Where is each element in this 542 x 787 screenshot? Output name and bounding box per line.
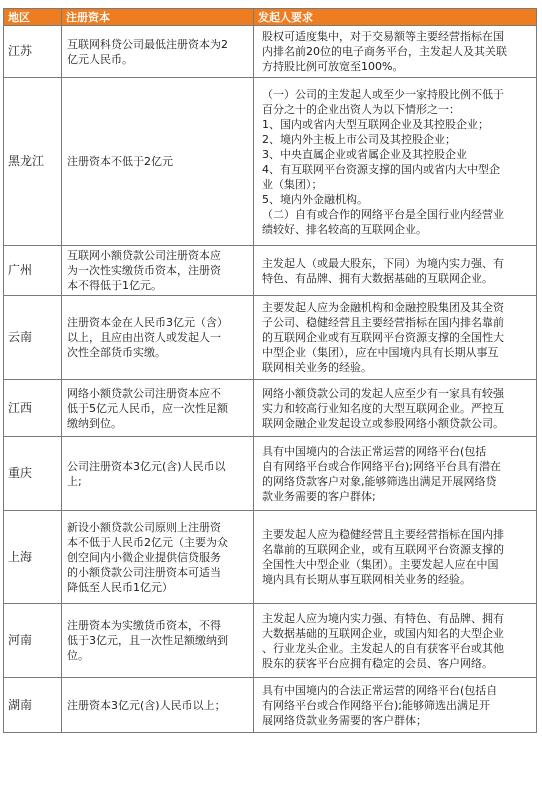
sponsor-line: 主发起人应为境内实力强、有特色、有品牌、拥有 (262, 611, 504, 625)
capital-line: 以上，且应由出资人或发起人一 (67, 331, 221, 344)
sponsor-cell (254, 380, 537, 437)
sponsor-requirements-table (3, 8, 537, 733)
capital-line: 亿元人民币。 (67, 52, 133, 66)
table-row (4, 380, 537, 437)
sponsor-line: 联网金融企业发起设立或参股网络小额贷款公司。 (262, 416, 504, 430)
region-cell: 云南 (4, 296, 62, 380)
capital-line: 次性全部货币实缴。 (67, 346, 166, 359)
capital-line: 公司注册资本3亿元(含)人民币以 (67, 459, 226, 473)
sponsor-line: 百分之十的企业出资人为以下情形之一： (262, 102, 460, 116)
region-cell: 湖南 (4, 678, 62, 733)
sponsor-line: 名靠前的互联网企业，或有互联网平台资源支撑的 (262, 543, 504, 556)
sponsor-line: 5、境内外金融机构。 (262, 192, 368, 206)
table-row (4, 604, 537, 678)
sponsor-line: 主发起人（或最大股东，下同）为境内实力强、有 (262, 256, 504, 270)
sponsor-cell (254, 511, 537, 604)
region-cell: 黑龙江 (4, 78, 62, 246)
header-capital: 注册资本 (62, 9, 254, 26)
capital-line: 为一次性实缴货币资本，注册资 (67, 264, 221, 277)
region-cell: 广州 (4, 246, 62, 296)
sponsor-line: 自有网络平台或合作网络平台);网络平台具有潜在 (262, 459, 501, 473)
capital-cell (62, 511, 254, 604)
capital-line: 上; (67, 474, 82, 488)
capital-line: 新设小额贷款公司原则上注册资 (67, 520, 221, 534)
sponsor-line: （二）自有或合作的网络平台是全国行业内经营业 (262, 207, 504, 221)
capital-cell (62, 380, 254, 437)
sponsor-cell (254, 604, 537, 678)
table-row (4, 26, 537, 78)
table-row (4, 246, 537, 296)
table-body (4, 26, 537, 733)
capital-cell (62, 26, 254, 78)
capital-line: 降低至人民币1亿元） (67, 580, 173, 594)
capital-line: 互联网小额贷款公司注册资本应 (67, 249, 221, 262)
sponsor-line: 业（集团）； (262, 177, 323, 191)
sponsor-line: 中型企业（集团），应在中国境内具有长期从事互 (262, 346, 499, 359)
sponsor-line: 实力和较高行业知名度的大型互联网企业。严控互 (262, 401, 504, 415)
sponsor-cell (254, 78, 537, 246)
sponsor-line: 的互联网企业或有互联网平台资源支撑的全国性大 (262, 331, 504, 344)
sponsor-line: 子公司、稳健经营且主要经营指标在国内排名靠前 (262, 316, 504, 329)
capital-line: 本不得低于1亿元。 (67, 279, 162, 292)
capital-line: 注册资本3亿元(含)人民币以上； (67, 698, 226, 712)
sponsor-line: 款业务需要的客户群体; (262, 489, 376, 503)
sponsor-line: 绩较好、排名较高的互联网企业。 (262, 222, 427, 236)
sponsor-line: 特色、有品牌、拥有大数据基础的互联网企业。 (262, 271, 493, 285)
capital-line: 位。 (67, 649, 89, 662)
region-cell: 重庆 (4, 437, 62, 511)
sponsor-cell (254, 296, 537, 380)
sponsor-line: 的网络贷款客户对象,能够筛选出满足开展网络贷 (262, 474, 497, 488)
capital-line: 注册资本为实缴货币资本，不得 (67, 619, 221, 632)
capital-line: 缴纳到位。 (67, 416, 122, 430)
region-cell: 河南 (4, 604, 62, 678)
region-cell: 江西 (4, 380, 62, 437)
capital-line: 网络小额贷款公司注册资本应不 (67, 386, 221, 400)
sponsor-line: 股东的获客平台应拥有稳定的会员、客户网络。 (262, 656, 493, 670)
sponsor-line: 2、境内外主板上市公司及其控股企业； (262, 132, 456, 146)
sponsor-line: 具有中国境内的合法正常运营的网络平台(包括 (262, 444, 487, 458)
capital-line: 创空间内小微企业提供信贷服务 (67, 550, 221, 564)
sponsor-line: 大数据基础的互联网企业，或国内知名的大型企业 (262, 626, 504, 640)
sponsor-line: （一）公司的主发起人或至少一家持股比例不低于 (262, 87, 504, 101)
sponsor-line: 有网络平台或合作网络平台);能够筛选出满足开 (262, 698, 490, 712)
sponsor-line: 全国性大中型企业（集团）。主要发起人应在中国 (262, 558, 499, 571)
capital-line: 的小额贷款公司注册资本可适当 (67, 565, 221, 579)
table-header-row (4, 9, 537, 26)
capital-line: 互联网科贷公司最低注册资本为2 (67, 37, 228, 51)
sponsor-line: 主要发起人应为金融机构和金融控股集团及其全资 (262, 301, 504, 314)
table-row (4, 296, 537, 380)
capital-cell (62, 78, 254, 246)
sponsor-line: 内排名前20位的电子商务平台，主发起人及其关联 (262, 45, 507, 58)
sponsor-line: 联网相关业务的经验。 (262, 361, 372, 374)
capital-line: 注册资本不低于2亿元 (67, 155, 173, 168)
capital-cell (62, 604, 254, 678)
sponsor-cell (254, 26, 537, 78)
region-cell: 上海 (4, 511, 62, 604)
capital-line: 注册资本金在人民币3亿元（含） (67, 316, 228, 329)
sponsor-line: 展网络贷款业务需要的客户群体； (262, 713, 427, 727)
table-row (4, 678, 537, 733)
header-sponsor: 发起人要求 (254, 9, 537, 26)
sponsor-line: 4、有互联网平台资源支撑的国内或省内大中型企 (262, 162, 500, 176)
region-cell: 江苏 (4, 26, 62, 78)
capital-cell (62, 246, 254, 296)
sponsor-cell (254, 246, 537, 296)
sponsor-cell (254, 437, 537, 511)
sponsor-line: 网络小额贷款公司的发起人应至少有一家具有较强 (262, 386, 504, 400)
capital-cell (62, 678, 254, 733)
table-row (4, 78, 537, 246)
sponsor-line: 股权可适度集中，对于交易额等主要经营指标在国 (262, 30, 504, 43)
capital-line: 本不低于人民币2亿元（主要为众 (67, 535, 228, 549)
sponsor-line: 方持股比例可放宽至100%。 (262, 60, 404, 73)
sponsor-line: 具有中国境内的合法正常运营的网络平台(包括自 (262, 683, 498, 697)
sponsor-cell (254, 678, 537, 733)
sponsor-line: 1、国内或省内大型互联网企业及其控股企业； (262, 117, 489, 131)
capital-line: 低于3亿元，且一次性足额缴纳到 (67, 634, 228, 647)
sponsor-line: 3、中央直属企业或省属企业及其控股企业 (262, 147, 467, 161)
capital-line: 低于5亿元人民币，应一次性足额 (67, 401, 228, 415)
sponsor-line: 境内具有长期从事互联网相关业务的经验。 (262, 573, 471, 586)
capital-cell (62, 296, 254, 380)
sponsor-line: 、行业龙头企业。主发起人的自有获客平台或其他 (262, 641, 504, 655)
capital-cell (62, 437, 254, 511)
table-row (4, 511, 537, 604)
table-row (4, 437, 537, 511)
sponsor-line: 主要发起人应为稳健经营且主要经营指标在国内排 (262, 528, 504, 541)
header-region: 地区 (4, 9, 62, 26)
